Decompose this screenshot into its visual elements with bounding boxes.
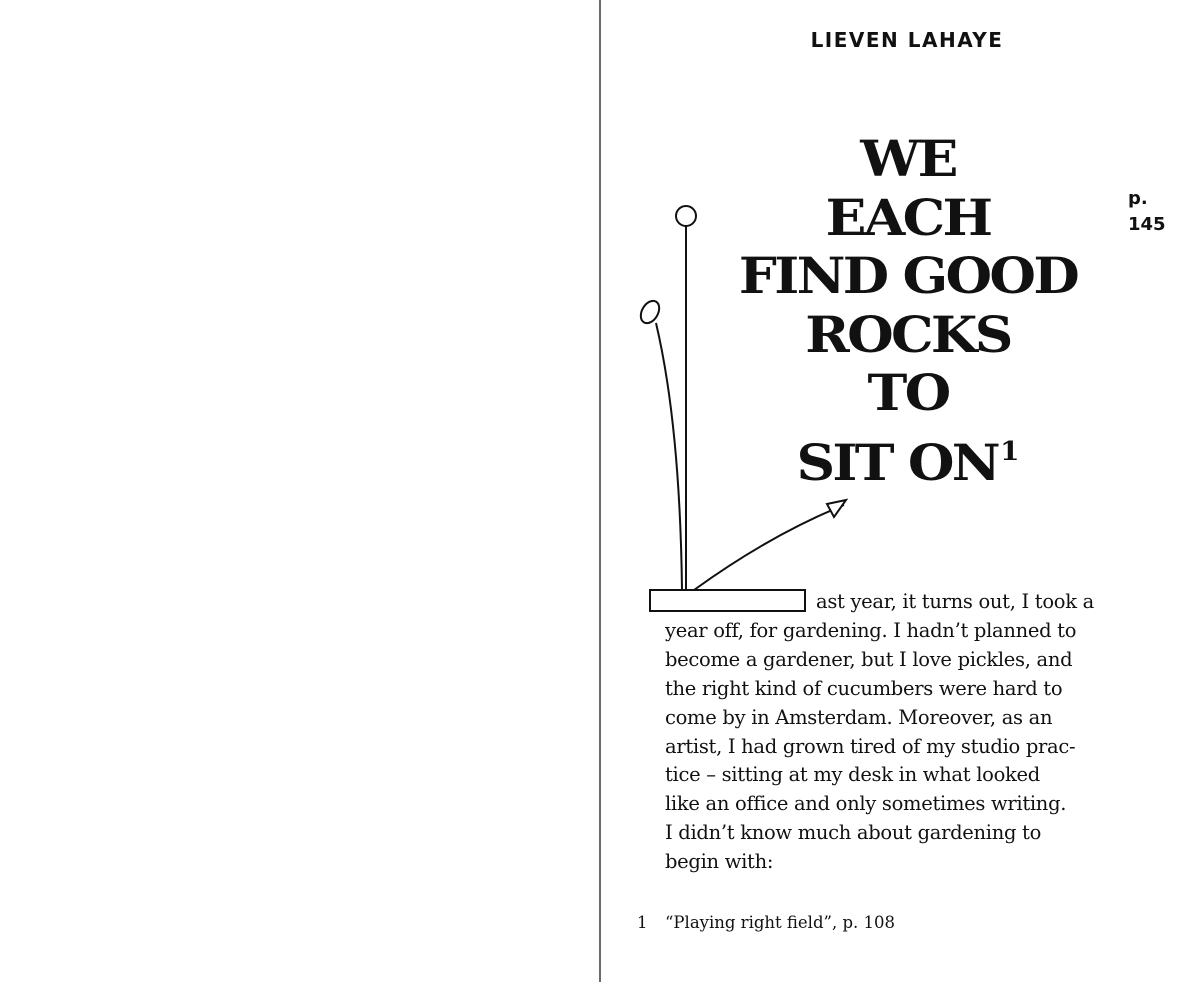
body-line: I didn’t know much about gardening to bbox=[665, 821, 1042, 845]
title-line-last bbox=[685, 423, 1130, 493]
body-line: come by in Amsterdam. Moreover, as an bbox=[665, 705, 1053, 729]
body-line: the right kind of cucumbers were hard to bbox=[665, 676, 1063, 700]
footnote bbox=[637, 912, 1157, 934]
body-line: become a gardener, but I love pickles, and bbox=[665, 647, 1073, 671]
body-line: artist, I had grown tired of my studio prac- bbox=[665, 734, 1076, 758]
title-footnote-mark: 1 bbox=[1000, 436, 1020, 467]
page-number bbox=[1128, 186, 1188, 238]
body-line: ast year, it turns out, I took a bbox=[816, 590, 1094, 613]
page-number-prefix: p. bbox=[1128, 188, 1148, 209]
title-line: FIND GOOD bbox=[738, 246, 1078, 305]
page-number-value: 145 bbox=[1128, 214, 1166, 235]
arrow-head bbox=[827, 500, 846, 517]
footnote-text: “Playing right field”, p. 108 bbox=[665, 913, 895, 932]
footnote-number: 1 bbox=[637, 913, 648, 932]
body-line: begin with: bbox=[665, 850, 774, 874]
title-line: WE bbox=[860, 129, 956, 188]
title-line: ROCKS bbox=[805, 304, 1011, 364]
body-line: like an office and only sometimes writing. bbox=[665, 792, 1067, 816]
body-paragraph bbox=[665, 588, 1155, 877]
title-line-text: SIT ON bbox=[796, 432, 999, 492]
left-page-blank bbox=[0, 0, 599, 982]
curved-stem bbox=[656, 323, 682, 590]
arrow-shaft bbox=[694, 505, 844, 590]
article-title bbox=[685, 130, 1130, 492]
body-line: year off, for gardening. I hadn’t planned to bbox=[665, 618, 1077, 642]
title-line: TO bbox=[867, 363, 949, 422]
title-line: EACH bbox=[825, 187, 991, 247]
curved-stem-loop bbox=[637, 298, 663, 327]
body-line: tice – sitting at my desk in what looked bbox=[665, 763, 1040, 787]
running-header-author: LIEVEN LAHAYE bbox=[810, 28, 1004, 52]
